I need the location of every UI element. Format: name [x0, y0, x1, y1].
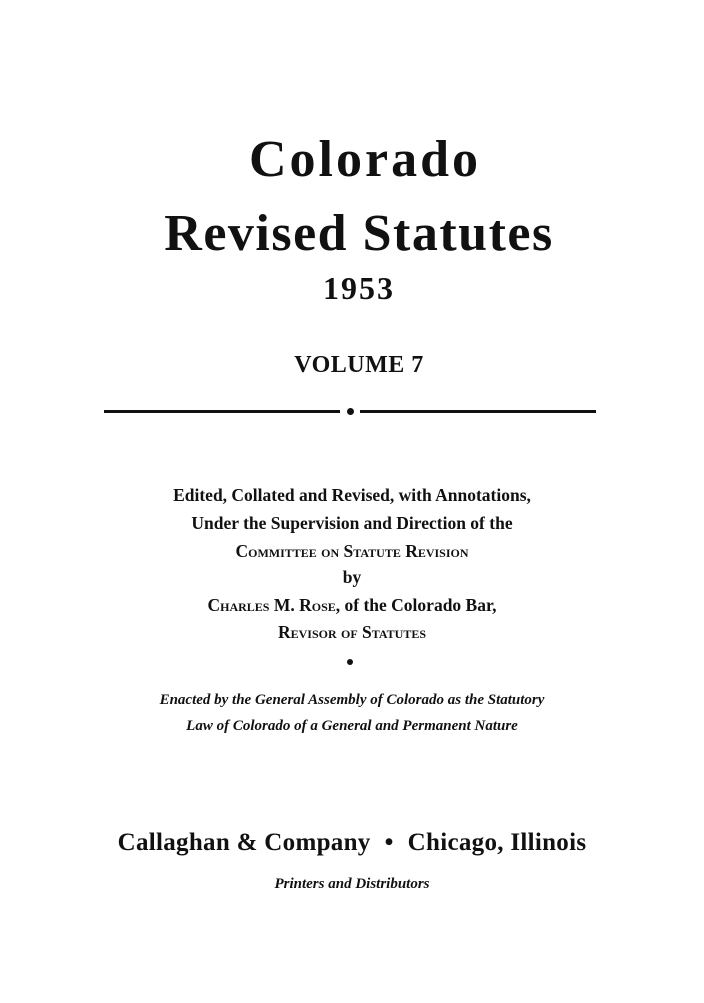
volume-label: VOLUME 7: [294, 352, 424, 378]
reviser-line: [0, 594, 704, 616]
publisher-name: Callaghan & Company: [117, 829, 371, 856]
divider-dot: [347, 408, 354, 415]
reviser-affiliation: , of the Colorado Bar,: [335, 595, 497, 615]
divider-rule-right: [360, 410, 596, 413]
publisher-location: Chicago, Illinois: [407, 829, 587, 856]
title-revised-statutes: Revised Statutes: [164, 205, 554, 262]
publisher-role: Printers and Distributors: [274, 876, 430, 892]
enactment-line-2: Law of Colorado of a General and Permanent Nature: [186, 718, 518, 734]
editorial-by: by: [342, 567, 362, 587]
editorial-line-1: Edited, Collated and Revised, with Annotations,: [173, 485, 531, 505]
publisher-line: [0, 827, 704, 859]
divider-rule-left: [104, 410, 340, 413]
publisher-separator: •: [384, 829, 394, 856]
committee-name: Committee on Statute Revision: [235, 541, 469, 561]
reviser-name: Charles M. Rose: [207, 595, 336, 615]
reviser-title: Revisor of Statutes: [277, 622, 427, 642]
enactment-line-1: Enacted by the General Assembly of Colorado as the Statutory: [159, 692, 545, 708]
editorial-line-2: Under the Supervision and Direction of the: [191, 513, 513, 533]
title-colorado: Colorado: [249, 131, 481, 188]
section-dot: [347, 659, 353, 665]
title-year: 1953: [323, 270, 395, 306]
